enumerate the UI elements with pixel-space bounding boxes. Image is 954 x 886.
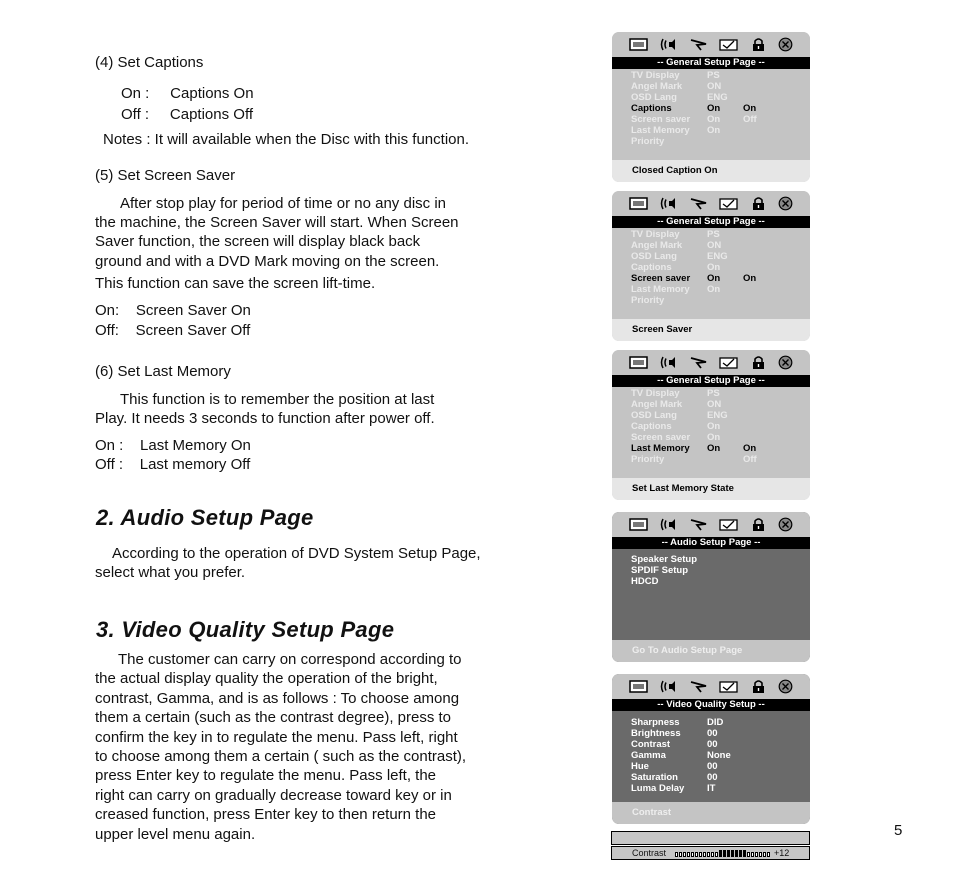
osd-title: -- Audio Setup Page --: [612, 537, 810, 549]
video-line: press Enter key to regulate the menu. Pass left, the: [95, 767, 437, 784]
osd-audio-item: Speaker Setup: [631, 554, 697, 565]
osd-row: OSD Lang ENG: [631, 251, 728, 262]
osd-row: Angel Mark ON: [631, 399, 722, 410]
osd-footer: Screen Saver: [612, 319, 810, 341]
slider-tick: [695, 852, 698, 857]
osd-row: Saturation 00: [631, 772, 718, 783]
osd-row: OSD Lang ENG: [631, 410, 728, 421]
osd-row: Screen saver On: [631, 432, 721, 443]
slider-tick: [723, 850, 726, 857]
osd-title: -- General Setup Page --: [612, 57, 810, 69]
osd-row: Hue 00: [631, 761, 718, 772]
slider-tick: [727, 850, 730, 857]
osd-footer: Go To Audio Setup Page: [612, 640, 810, 662]
osd-row: Priority: [631, 136, 665, 147]
osd-row: Gamma None: [631, 750, 731, 761]
osd-row: Sharpness DID: [631, 717, 724, 728]
osd-row-selected: Captions On On: [631, 103, 757, 114]
slider-tick: [759, 852, 762, 857]
slider-tick: [767, 852, 770, 857]
video-line: confirm the key in to regulate the menu. Pass left, right: [95, 729, 458, 746]
preference-icon: [719, 679, 738, 694]
osd-title: -- Video Quality Setup --: [612, 699, 810, 711]
slider-tick: [703, 852, 706, 857]
osd-audio-item: HDCD: [631, 576, 659, 587]
osd-row: Contrast 00: [631, 739, 718, 750]
osd-row: Luma Delay IT: [631, 783, 716, 794]
audio-section-title: 2. Audio Setup Page: [96, 505, 314, 530]
captions-heading: (4) Set Captions: [95, 54, 204, 71]
video-line: to choose among them a certain ( such as the contrast),: [95, 748, 467, 765]
osd-video-panel: [612, 674, 810, 824]
password-icon: [749, 517, 768, 532]
screen-saver-line: ground and with a DVD Mark moving on the screen.: [95, 253, 440, 270]
audio-line: select what you prefer.: [95, 564, 246, 581]
video-setup-icon: [689, 196, 708, 211]
slider-tick: [691, 852, 694, 857]
slider-tick: [739, 850, 742, 857]
screen-saver-line: the machine, the Screen Saver will start. When Screen: [95, 214, 459, 231]
preference-icon: [719, 355, 738, 370]
contrast-slider-ticks: [675, 850, 770, 857]
osd-title: -- General Setup Page --: [612, 216, 810, 228]
password-icon: [749, 37, 768, 52]
osd-icon-bar: [612, 191, 810, 216]
slider-tick: [751, 852, 754, 857]
slider-tick: [707, 852, 710, 857]
osd-row: TV Display PS: [631, 229, 720, 240]
slider-tick: [763, 852, 766, 857]
password-icon: [749, 355, 768, 370]
video-setup-icon: [689, 517, 708, 532]
last-memory-on-text: On : Last Memory On: [95, 437, 251, 454]
slider-tick: [747, 852, 750, 857]
slider-tick: [687, 852, 690, 857]
audio-line: According to the operation of DVD System Setup Page,: [112, 545, 481, 562]
osd-row: Screen saver On Off: [631, 114, 757, 125]
audio-setup-icon: [659, 679, 678, 694]
screen-saver-on-text: On: Screen Saver On: [95, 302, 251, 319]
preference-icon: [719, 196, 738, 211]
osd-row: Last Memory On: [631, 125, 721, 136]
osd-row: Captions On: [631, 421, 721, 432]
contrast-slider-value: +12: [774, 848, 790, 858]
osd-captions-panel: [612, 32, 810, 182]
screen-saver-heading: (5) Set Screen Saver: [95, 167, 236, 184]
osd-row: TV Display PS: [631, 388, 720, 399]
audio-setup-icon: [659, 517, 678, 532]
video-line: right can carry on gradually decrease toward key or in: [95, 787, 452, 804]
exit-icon: [776, 355, 795, 370]
contrast-slider: [611, 846, 810, 860]
captions-off-text: Off : Captions Off: [121, 106, 254, 123]
video-section-title: 3. Video Quality Setup Page: [96, 617, 395, 642]
video-line: the actual display quality the operation of the bright,: [95, 670, 438, 687]
video-setup-icon: [689, 355, 708, 370]
general-setup-icon: [629, 37, 648, 52]
video-line: The customer can carry on correspond according to: [118, 651, 462, 668]
general-setup-icon: [629, 355, 648, 370]
exit-icon: [776, 679, 795, 694]
screen-saver-line: After stop play for period of time or no any disc in: [120, 195, 446, 212]
slider-tick: [719, 850, 722, 857]
exit-icon: [776, 196, 795, 211]
screen-saver-line: Saver function, the screen will display black back: [95, 233, 421, 250]
osd-audio-panel: [612, 512, 810, 662]
password-icon: [749, 196, 768, 211]
screen-saver-off-text: Off: Screen Saver Off: [95, 322, 251, 339]
osd-row: Brightness 00: [631, 728, 718, 739]
osd-row: Captions On: [631, 262, 721, 273]
osd-row-selected: Last Memory On On: [631, 443, 757, 454]
osd-row: Angel Mark ON: [631, 240, 722, 251]
exit-icon: [776, 517, 795, 532]
exit-icon: [776, 37, 795, 52]
slider-tick: [743, 850, 746, 857]
slider-tick: [731, 850, 734, 857]
osd-row: TV Display PS: [631, 70, 720, 81]
slider-tick: [683, 852, 686, 857]
last-memory-line: This function is to remember the position at last: [120, 391, 435, 408]
general-setup-icon: [629, 679, 648, 694]
osd-row: OSD Lang ENG: [631, 92, 728, 103]
last-memory-off-text: Off : Last memory Off: [95, 456, 251, 473]
osd-icon-bar: [612, 350, 810, 375]
osd-footer: Contrast: [612, 802, 810, 824]
osd-icon-bar: [612, 32, 810, 57]
video-line: contrast, Gamma, and is as follows : To choose among: [95, 690, 460, 707]
captions-notes: Notes : It will available when the Disc with this function.: [103, 131, 469, 148]
general-setup-icon: [629, 517, 648, 532]
contrast-slider-label: Contrast: [632, 848, 667, 858]
osd-row-selected: Screen saver On On: [631, 273, 757, 284]
slider-tick: [735, 850, 738, 857]
osd-title: -- General Setup Page --: [612, 375, 810, 387]
osd-footer: Closed Caption On: [612, 160, 810, 182]
page-number: 5: [894, 822, 903, 839]
osd-row: Priority Off: [631, 454, 757, 465]
osd-icon-bar: [612, 674, 810, 699]
video-line: upper level menu again.: [95, 826, 256, 843]
slider-tick: [711, 852, 714, 857]
video-setup-icon: [689, 37, 708, 52]
slider-tick: [679, 852, 682, 857]
osd-icon-bar: [612, 512, 810, 537]
captions-on-text: On : Captions On: [121, 85, 254, 102]
osd-row: Last Memory On: [631, 284, 721, 295]
audio-setup-icon: [659, 37, 678, 52]
osd-audio-item: SPDIF Setup: [631, 565, 689, 576]
osd-screen-saver-panel: [612, 191, 810, 341]
last-memory-line: Play. It needs 3 seconds to function after power off.: [95, 410, 435, 427]
preference-icon: [719, 517, 738, 532]
last-memory-heading: (6) Set Last Memory: [95, 363, 231, 380]
video-line: them a certain (such as the contrast degree), press to: [95, 709, 452, 726]
audio-setup-icon: [659, 355, 678, 370]
video-line: creased function, press Enter key to then return the: [95, 806, 437, 823]
osd-row: Angel Mark ON: [631, 81, 722, 92]
audio-setup-icon: [659, 196, 678, 211]
general-setup-icon: [629, 196, 648, 211]
slider-empty-bar: [611, 831, 810, 845]
osd-last-memory-panel: [612, 350, 810, 500]
password-icon: [749, 679, 768, 694]
slider-tick: [755, 852, 758, 857]
slider-tick: [715, 852, 718, 857]
osd-row: Priority: [631, 295, 665, 306]
preference-icon: [719, 37, 738, 52]
osd-footer: Set Last Memory State: [612, 478, 810, 500]
slider-tick: [675, 852, 678, 857]
screen-saver-line: This function can save the screen lift-time.: [95, 275, 376, 292]
slider-tick: [699, 852, 702, 857]
video-setup-icon: [689, 679, 708, 694]
